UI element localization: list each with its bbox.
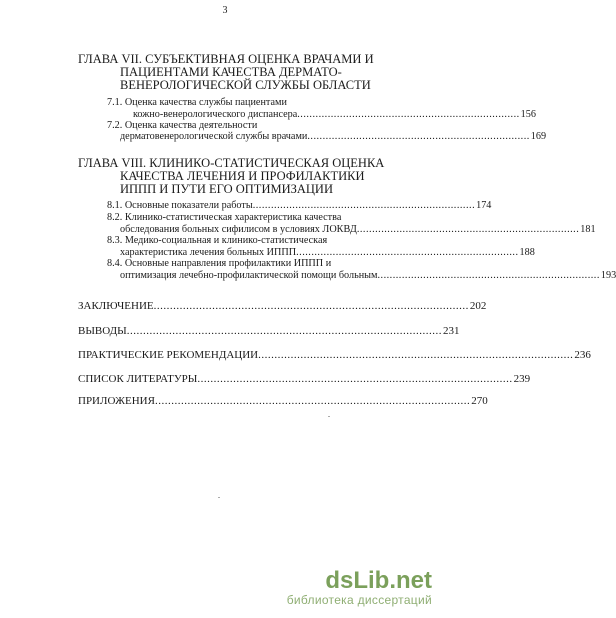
toc-item-8-3-line1[interactable]: 8.3. Медико-социальная и клинико-статистическая	[107, 235, 328, 246]
toc-section-conclusions[interactable]	[78, 325, 460, 337]
page-number: 3	[222, 5, 228, 16]
dot-leader: .................................................................................................	[126, 325, 443, 337]
dot-leader: .................................................................................................	[154, 395, 471, 407]
scan-speck: .	[328, 410, 330, 419]
dot-leader: .........................................................................	[297, 109, 520, 120]
page-ref: 239	[513, 373, 531, 385]
toc-section-appendices[interactable]	[78, 395, 488, 407]
toc-item-8-3[interactable]	[120, 247, 535, 258]
chapter8-heading-line2: КАЧЕСТВА ЛЕЧЕНИЯ И ПРОФИЛАКТИКИ	[120, 169, 365, 183]
toc-item-label: дерматовенерологической службы врачами	[120, 131, 308, 142]
dot-leader: .........................................................................	[252, 200, 476, 211]
toc-item-label: 8.1. Основные показатели работы	[107, 200, 253, 211]
toc-item-label: характеристика лечения больных ИППП	[120, 247, 297, 258]
toc-section-bibliography[interactable]	[78, 373, 531, 385]
scan-speck: .	[218, 491, 220, 500]
toc-item-8-4-line1[interactable]: 8.4. Основные направления профилактики ИППП и	[107, 258, 332, 269]
toc-section-label: ЗАКЛЮЧЕНИЕ	[78, 300, 154, 312]
toc-item-7-1[interactable]	[133, 109, 536, 120]
chapter8-heading-line3: ИППП И ПУТИ ЕГО ОПТИМИЗАЦИИ	[120, 182, 333, 196]
toc-item-7-2[interactable]	[120, 131, 547, 142]
page-ref: 236	[574, 349, 591, 361]
dot-leader: .................................................................................................	[197, 373, 513, 385]
toc-item-8-2[interactable]	[120, 224, 596, 235]
chapter7-heading-line3: ВЕНЕРОЛОГИЧЕСКОЙ СЛУЖБЫ ОБЛАСТИ	[120, 78, 371, 92]
dot-leader: .........................................................................	[377, 270, 600, 281]
toc-section-label: ПРИЛОЖЕНИЯ	[78, 395, 155, 407]
toc-section-label: СПИСОК ЛИТЕРАТУРЫ	[78, 373, 198, 385]
toc-section-recommendations[interactable]	[78, 349, 591, 361]
toc-item-7-2-line1[interactable]: 7.2. Оценка качества деятельности	[107, 120, 258, 131]
toc-item-7-1-line1[interactable]: 7.1. Оценка качества службы пациентами	[107, 97, 287, 108]
toc-item-8-2-line1[interactable]: 8.2. Клинико-статистическая характеристика качества	[107, 212, 342, 223]
toc-item-8-1[interactable]	[107, 200, 492, 211]
watermark	[287, 569, 432, 607]
toc-section-conclusion[interactable]	[78, 300, 487, 312]
toc-item-label: оптимизация лечебно-профилактической помощи больным	[120, 270, 378, 281]
chapter8-heading-line1: ГЛАВА VIII. КЛИНИКО-СТАТИСТИЧЕСКАЯ ОЦЕНКА	[78, 156, 385, 170]
toc-section-label: ВЫВОДЫ	[78, 325, 127, 337]
page-ref: 174	[476, 200, 492, 211]
page-ref: 188	[519, 247, 535, 258]
page-ref: 231	[443, 325, 460, 337]
page-ref: 270	[471, 395, 488, 407]
toc-item-8-4[interactable]	[120, 270, 616, 281]
page-ref: 181	[580, 224, 596, 235]
dot-leader: .................................................................................................	[153, 300, 469, 312]
page-ref: 193	[600, 270, 616, 281]
toc-item-label: обследования больных сифилисом в условиях ЛОКВД	[120, 224, 357, 235]
dot-leader: .........................................................................	[307, 131, 530, 142]
page-ref: 169	[530, 131, 547, 142]
chapter7-heading-line1: ГЛАВА VII. СУБЪЕКТИВНАЯ ОЦЕНКА ВРАЧАМИ И	[78, 52, 374, 66]
toc-section-label: ПРАКТИЧЕСКИЕ РЕКОМЕНДАЦИИ	[78, 349, 259, 361]
chapter7-heading-line2: ПАЦИЕНТАМИ КАЧЕСТВА ДЕРМАТО-	[120, 65, 342, 79]
dot-leader: .........................................................................	[356, 224, 580, 235]
page-ref: 202	[469, 300, 487, 312]
dot-leader: .........................................................................	[296, 247, 519, 258]
page-ref: 156	[520, 109, 536, 120]
watermark-subtitle: библиотека диссертаций	[286, 593, 432, 607]
dot-leader: .................................................................................................	[258, 349, 574, 361]
toc-item-label: кожно-венерологического диспансера	[133, 109, 298, 120]
watermark-logo: dsLib.net	[325, 567, 432, 594]
